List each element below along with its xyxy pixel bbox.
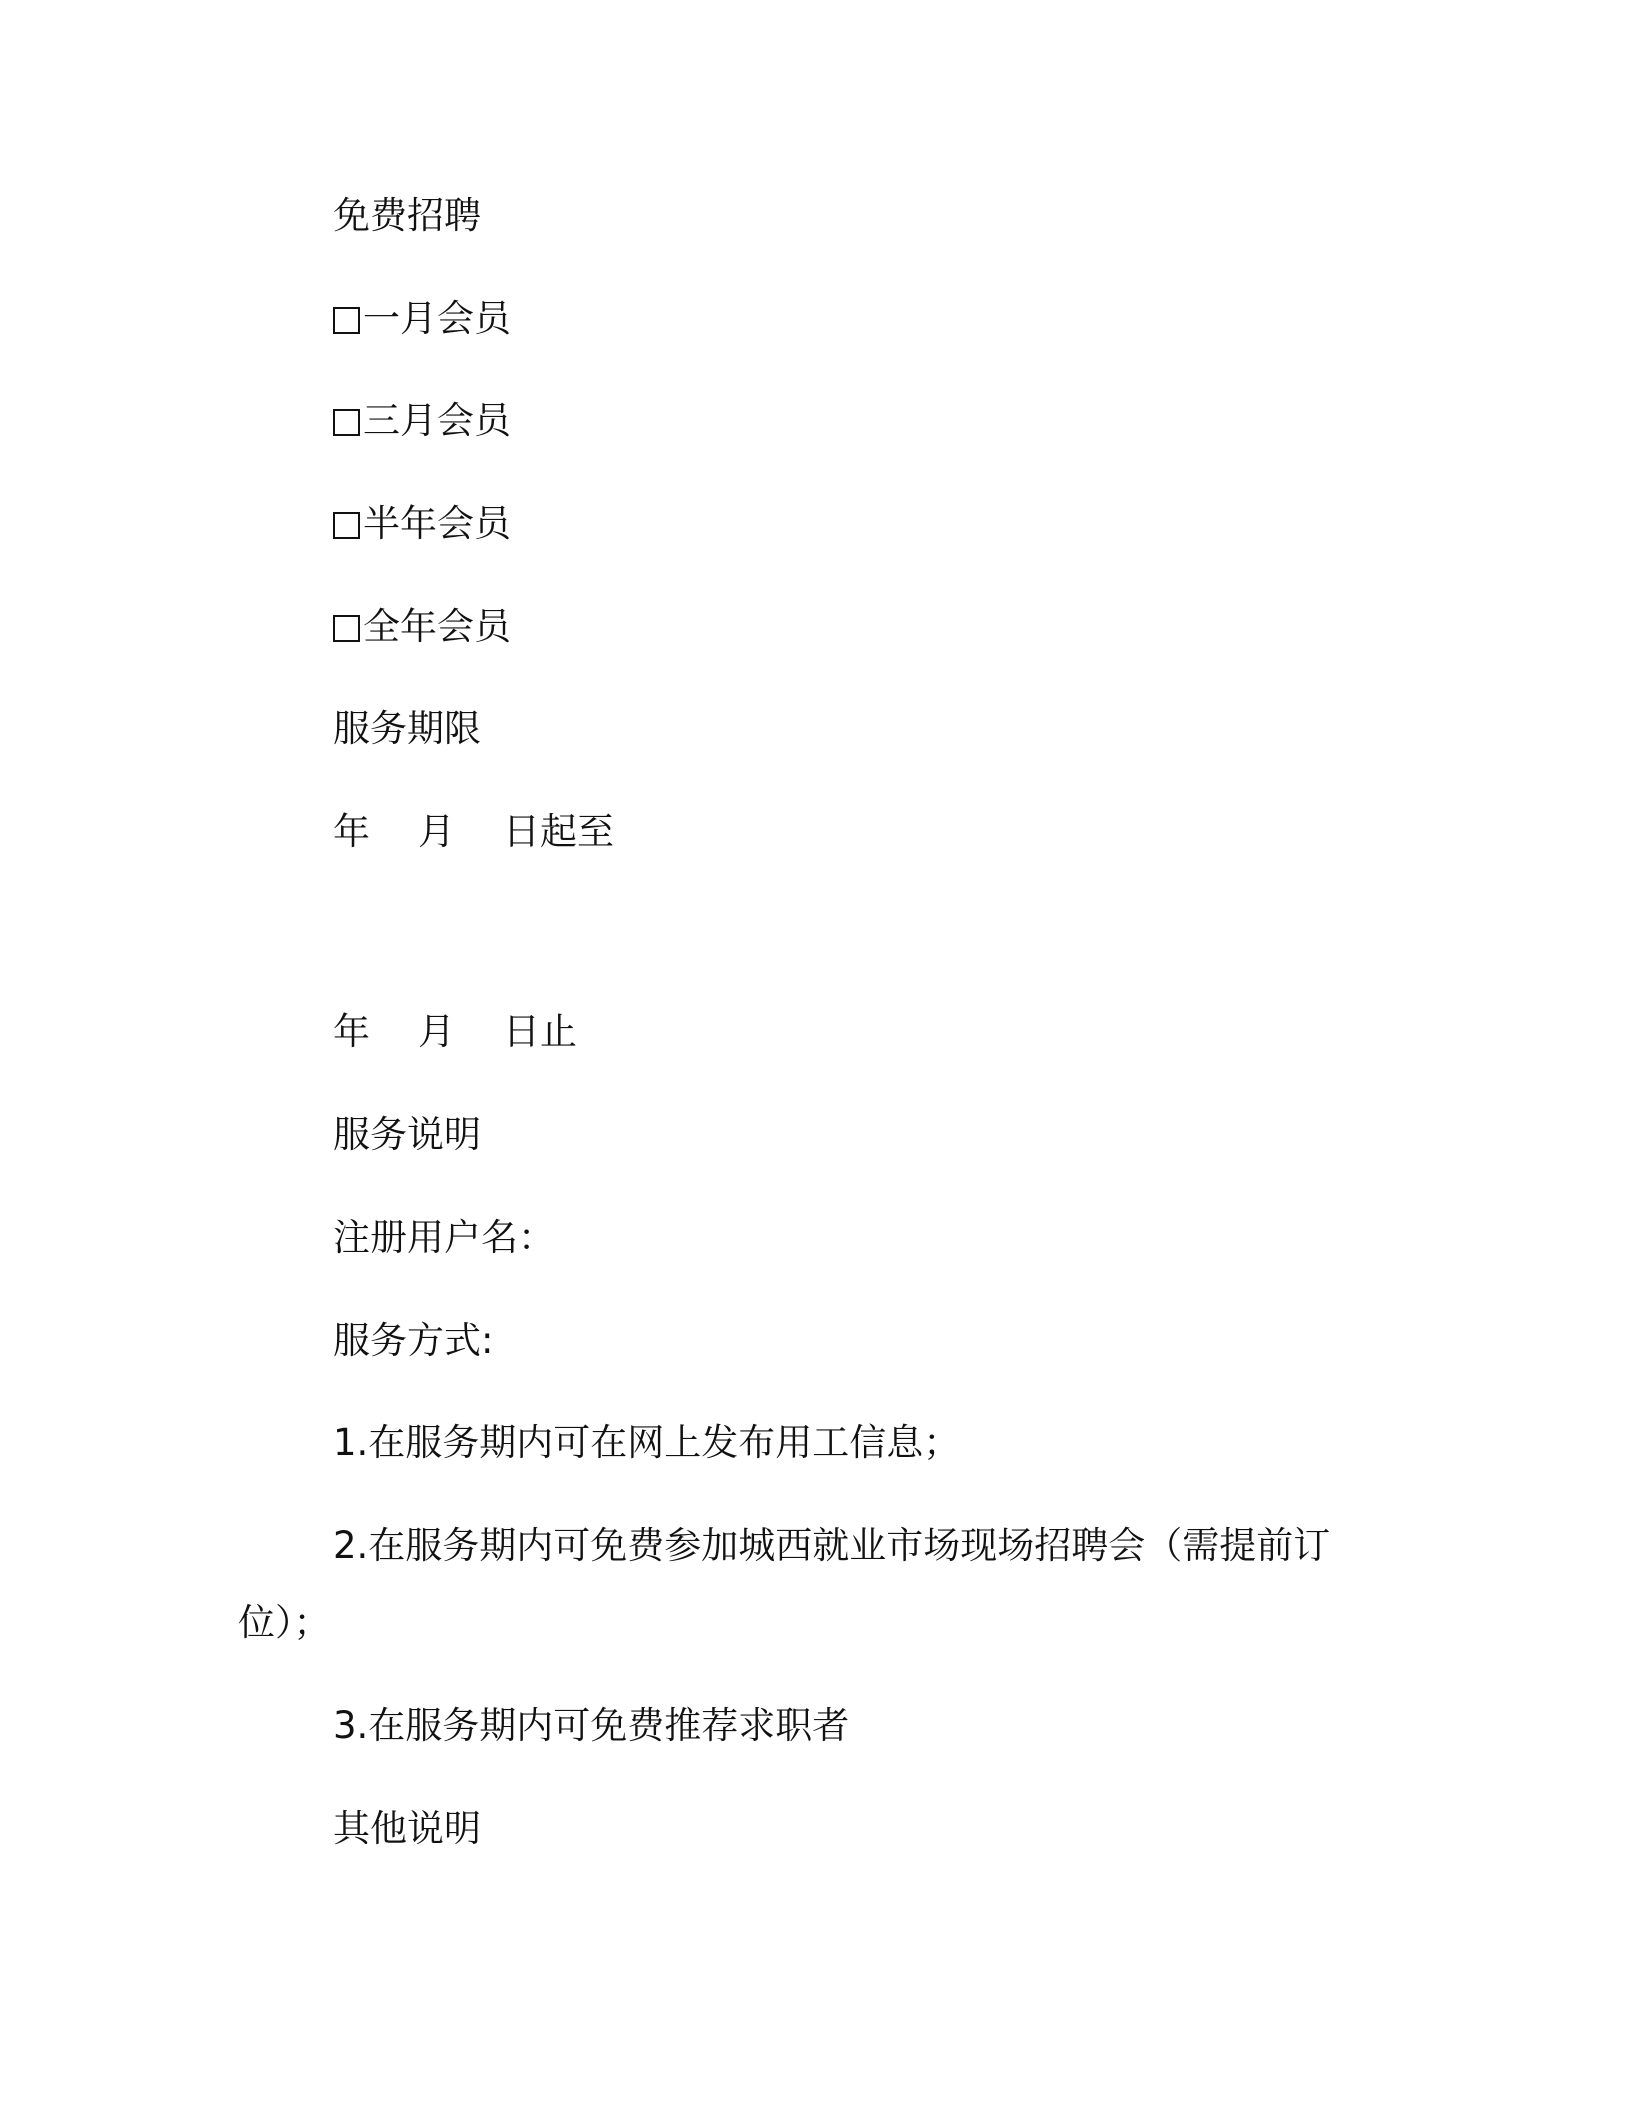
username-label: 注册用户名： bbox=[333, 1216, 555, 1259]
service-item-3: 3.在服务期内可免费推荐求职者 bbox=[333, 1704, 850, 1747]
free-recruit-heading: 免费招聘 bbox=[333, 194, 481, 237]
checkbox-icon[interactable] bbox=[333, 615, 360, 642]
other-desc-heading: 其他说明 bbox=[333, 1807, 481, 1850]
end-year-label: 年 bbox=[333, 1010, 370, 1053]
option-label: 三月会员 bbox=[363, 399, 511, 442]
option-full-year[interactable] bbox=[333, 604, 511, 650]
end-month-label: 月 bbox=[418, 1010, 455, 1053]
option-half-year[interactable] bbox=[333, 501, 511, 547]
option-three-month[interactable] bbox=[333, 398, 511, 444]
option-label: 半年会员 bbox=[363, 502, 511, 545]
start-month-label: 月 bbox=[418, 810, 455, 853]
option-label: 全年会员 bbox=[363, 605, 511, 648]
option-one-month[interactable] bbox=[333, 296, 511, 342]
service-mode-label: 服务方式: bbox=[333, 1319, 494, 1362]
service-item-2: 2.在服务期内可免费参加城西就业市场现场招聘会（需提前订 bbox=[333, 1524, 1331, 1567]
service-item-2-continuation: 位）； bbox=[238, 1601, 331, 1644]
checkbox-icon[interactable] bbox=[333, 307, 360, 334]
start-date-line bbox=[333, 809, 614, 855]
end-date-line bbox=[333, 1009, 577, 1055]
service-item-1: 1.在服务期内可在网上发布用工信息； bbox=[333, 1421, 961, 1464]
service-desc-heading: 服务说明 bbox=[333, 1113, 481, 1156]
end-day-suffix: 日止 bbox=[503, 1010, 577, 1053]
checkbox-icon[interactable] bbox=[333, 409, 360, 436]
option-label: 一月会员 bbox=[363, 297, 511, 340]
service-period-heading: 服务期限 bbox=[333, 707, 481, 750]
checkbox-icon[interactable] bbox=[333, 512, 360, 539]
start-year-label: 年 bbox=[333, 810, 370, 853]
start-day-suffix: 日起至 bbox=[503, 810, 614, 853]
